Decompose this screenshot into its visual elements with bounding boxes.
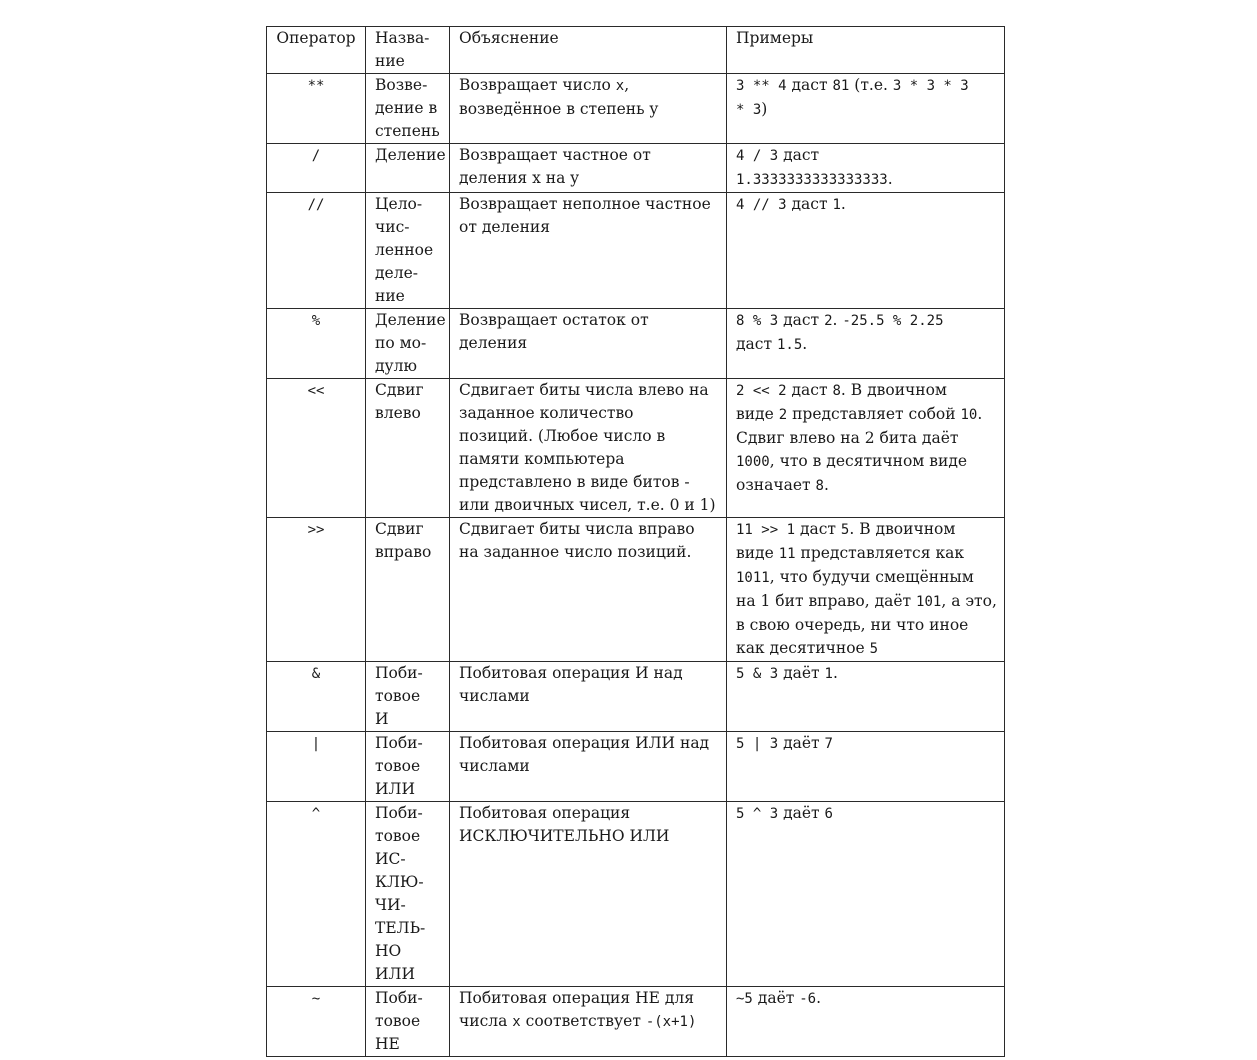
name-line: вправо xyxy=(375,543,432,561)
text-fragment: ИСКЛЮЧИТЕЛЬНО ИЛИ xyxy=(459,827,670,845)
header-examples-label: Примеры xyxy=(736,29,814,47)
name-line: Поби- xyxy=(375,989,423,1007)
text-fragment: даёт xyxy=(752,989,800,1007)
text-fragment: . xyxy=(840,195,846,213)
explanation-cell xyxy=(450,193,727,309)
text-fragment: в свою очередь, ни что иное xyxy=(736,616,969,634)
header-examples xyxy=(727,27,1005,74)
operator-cell xyxy=(267,74,366,144)
name-cell xyxy=(366,144,450,193)
operator-cell xyxy=(267,987,366,1057)
name-line: ИЛИ xyxy=(375,780,415,798)
text-fragment: (т.е. xyxy=(849,76,893,94)
name-line: ленное xyxy=(375,241,434,259)
name-cell xyxy=(366,802,450,987)
text-fragment: даёт xyxy=(778,804,825,822)
text-fragment: даст xyxy=(786,76,833,94)
example-line xyxy=(736,193,1000,217)
text-fragment: деления xyxy=(459,169,533,187)
table-row xyxy=(267,802,1005,987)
text-fragment: позиций. (Любое число в xyxy=(459,427,666,445)
text-fragment: Возвращает остаток от xyxy=(459,311,649,329)
code-fragment: 1011 xyxy=(736,570,770,586)
table-row xyxy=(267,193,1005,309)
code-fragment: 2 xyxy=(824,313,833,329)
name-line: по мо- xyxy=(375,334,427,352)
code-fragment: -6 xyxy=(799,991,817,1007)
example-cell xyxy=(727,74,1005,144)
text-fragment: даёт xyxy=(778,734,825,752)
text-fragment: Возвращает частное от xyxy=(459,146,651,164)
example-line xyxy=(736,427,1000,450)
text-fragment: представляет собой xyxy=(787,405,961,423)
code-fragment: 4 / 3 xyxy=(736,148,779,164)
example-line xyxy=(736,168,1000,192)
explanation-cell xyxy=(450,662,727,732)
explanation-line xyxy=(459,379,722,402)
header-explanation xyxy=(450,27,727,74)
explanation-cell xyxy=(450,802,727,987)
code-fragment: 1000 xyxy=(736,454,770,470)
text-fragment: , а это, xyxy=(941,592,997,610)
example-line xyxy=(736,987,1000,1011)
code-fragment: 8 % 3 xyxy=(736,313,779,329)
name-line: Сдвиг xyxy=(375,520,424,538)
explanation-line xyxy=(459,541,722,564)
example-line xyxy=(736,333,1000,357)
name-line: товое xyxy=(375,827,421,845)
operator-symbol: / xyxy=(311,148,321,164)
explanation-line xyxy=(459,987,722,1010)
name-line: НЕ xyxy=(375,1035,400,1053)
text-fragment: виде xyxy=(736,544,779,562)
operator-cell xyxy=(267,662,366,732)
name-line: Сдвиг xyxy=(375,381,424,399)
example-cell xyxy=(727,144,1005,193)
text-fragment: . xyxy=(823,476,829,494)
name-cell xyxy=(366,379,450,518)
explanation-line xyxy=(459,662,722,685)
text-fragment: ) xyxy=(761,100,768,118)
table-row xyxy=(267,379,1005,518)
text-fragment: возведённое в степень xyxy=(459,100,650,118)
name-line: деле- xyxy=(375,264,418,282)
code-fragment: 1.5 xyxy=(776,337,803,353)
text-fragment: Побитовая операция НЕ для xyxy=(459,989,695,1007)
explanation-line xyxy=(459,494,722,517)
name-line: Цело- xyxy=(375,195,423,213)
code-fragment: ~5 xyxy=(736,991,753,1007)
text-fragment: числами xyxy=(459,757,530,775)
text-fragment: , что в десятичном виде xyxy=(769,452,968,470)
example-line xyxy=(736,98,1000,122)
explanation-line xyxy=(459,518,722,541)
operator-cell xyxy=(267,732,366,802)
explanation-line xyxy=(459,98,722,121)
header-name-line: Назва- xyxy=(375,29,430,47)
example-line xyxy=(736,637,1000,661)
code-fragment: 8 xyxy=(832,383,841,399)
text-fragment: Сдвиг влево на 2 бита даёт xyxy=(736,429,959,447)
operator-cell xyxy=(267,144,366,193)
text-fragment: , что будучи смещённым xyxy=(769,568,974,586)
operator-cell xyxy=(267,379,366,518)
code-fragment: 2 xyxy=(778,407,788,423)
name-line: Поби- xyxy=(375,664,423,682)
table-row xyxy=(267,987,1005,1057)
name-cell xyxy=(366,309,450,379)
code-fragment: 8 xyxy=(815,478,824,494)
text-fragment: . В двоичном xyxy=(840,381,947,399)
code-fragment: * 3 xyxy=(736,102,762,118)
example-cell xyxy=(727,379,1005,518)
text-fragment: даст xyxy=(786,381,833,399)
name-line: ИС- xyxy=(375,850,406,868)
header-operator-label: Оператор xyxy=(276,29,356,47)
operator-cell xyxy=(267,802,366,987)
example-line xyxy=(736,474,1000,498)
name-line: товое xyxy=(375,757,421,775)
operator-symbol: & xyxy=(311,666,321,682)
example-line xyxy=(736,309,1000,333)
name-cell xyxy=(366,518,450,662)
text-fragment: . xyxy=(977,405,983,423)
explanation-line xyxy=(459,425,722,448)
header-name-line: ние xyxy=(375,52,405,70)
table-row xyxy=(267,518,1005,662)
explanation-line xyxy=(459,167,722,190)
code-fragment: 5 xyxy=(840,522,850,538)
code-fragment: 2 << 2 xyxy=(736,383,787,399)
operator-symbol: << xyxy=(307,383,325,399)
text-fragment: деления xyxy=(459,334,528,352)
code-fragment: 5 ^ 3 xyxy=(736,806,779,822)
explanation-line xyxy=(459,332,722,355)
operator-symbol: % xyxy=(311,313,321,329)
example-line xyxy=(736,379,1000,403)
text-fragment: даст xyxy=(736,335,777,353)
text-fragment: . xyxy=(887,170,893,188)
code-fragment: x xyxy=(512,1014,521,1030)
name-line: товое xyxy=(375,687,421,705)
name-line: влево xyxy=(375,404,421,422)
text-fragment: на xyxy=(540,169,571,187)
example-line xyxy=(736,614,1000,637)
explanation-line xyxy=(459,685,722,708)
name-line: ние xyxy=(375,287,405,305)
explanation-line xyxy=(459,193,722,216)
code-fragment: 5 & 3 xyxy=(736,666,779,682)
text-fragment: Сдвигает биты числа вправо xyxy=(459,520,695,538)
text-fragment: . xyxy=(816,989,822,1007)
operator-symbol: ** xyxy=(307,78,325,94)
header-name xyxy=(366,27,450,74)
name-line: товое xyxy=(375,1012,421,1030)
code-fragment: 1.3333333333333333 xyxy=(736,172,888,188)
name-line: ИЛИ xyxy=(375,965,415,983)
text-fragment: заданное количество xyxy=(459,404,634,422)
code-fragment: 1 xyxy=(832,197,841,213)
example-cell xyxy=(727,732,1005,802)
code-fragment: -(x+1) xyxy=(645,1014,697,1030)
table-row xyxy=(267,144,1005,193)
text-fragment: представляется как xyxy=(795,544,965,562)
explanation-cell xyxy=(450,309,727,379)
example-line xyxy=(736,662,1000,686)
text-fragment: . В двоичном xyxy=(849,520,956,538)
example-line xyxy=(736,518,1000,542)
name-line: степень xyxy=(375,122,440,140)
name-line: Деление xyxy=(375,146,446,164)
explanation-cell xyxy=(450,987,727,1057)
text-fragment: Возвращает неполное частное xyxy=(459,195,711,213)
text-fragment: числа xyxy=(459,1012,513,1030)
text-fragment: даст xyxy=(778,146,820,164)
text-fragment: . xyxy=(832,311,843,329)
operator-symbol: ^ xyxy=(311,806,321,822)
explanation-line xyxy=(459,1010,722,1034)
code-fragment: 10 xyxy=(960,407,978,423)
name-cell xyxy=(366,662,450,732)
text-fragment: Побитовая операция И над xyxy=(459,664,683,682)
explanation-cell xyxy=(450,518,727,662)
code-fragment: x xyxy=(615,78,625,94)
text-fragment: даст xyxy=(778,311,825,329)
text-fragment: y xyxy=(570,169,580,187)
operator-symbol: | xyxy=(311,736,321,752)
code-fragment: 3 * 3 * 3 xyxy=(892,78,969,94)
header-explanation-label: Объяснение xyxy=(459,29,559,47)
operator-cell xyxy=(267,193,366,309)
text-fragment: или двоичных чисел, т.е. 0 и 1) xyxy=(459,496,716,514)
example-line xyxy=(736,144,1000,168)
text-fragment: Возвращает число xyxy=(459,76,616,94)
text-fragment: представлено в виде битов - xyxy=(459,473,690,491)
explanation-line xyxy=(459,825,722,848)
text-fragment: числами xyxy=(459,687,530,705)
text-fragment: . xyxy=(832,664,838,682)
table-row xyxy=(267,662,1005,732)
header-operator xyxy=(267,27,366,74)
code-fragment: 11 >> 1 xyxy=(736,522,796,538)
explanation-line xyxy=(459,755,722,778)
table-row xyxy=(267,309,1005,379)
text-fragment: y xyxy=(649,100,659,118)
explanation-line xyxy=(459,144,722,167)
example-cell xyxy=(727,518,1005,662)
example-cell xyxy=(727,662,1005,732)
explanation-line xyxy=(459,74,722,98)
code-fragment: 5 | 3 xyxy=(736,736,779,752)
code-fragment: 1 xyxy=(824,666,833,682)
code-fragment: 6 xyxy=(824,806,833,822)
code-fragment: 101 xyxy=(916,594,942,610)
operator-symbol: >> xyxy=(307,522,325,538)
code-fragment: 7 xyxy=(824,736,833,752)
text-fragment: . xyxy=(802,335,808,353)
name-cell xyxy=(366,74,450,144)
example-cell xyxy=(727,802,1005,987)
text-fragment: Побитовая операция xyxy=(459,804,631,822)
header-row xyxy=(267,27,1005,74)
explanation-line xyxy=(459,402,722,425)
name-cell xyxy=(366,987,450,1057)
text-fragment: на 1 бит вправо, даёт xyxy=(736,592,917,610)
explanation-line xyxy=(459,471,722,494)
text-fragment: даст xyxy=(786,195,833,213)
example-line xyxy=(736,450,1000,474)
explanation-line xyxy=(459,216,722,239)
code-fragment: 5 xyxy=(869,641,879,657)
code-fragment: 4 // 3 xyxy=(736,197,787,213)
operators-table xyxy=(266,26,1005,1057)
example-cell xyxy=(727,309,1005,379)
text-fragment: означает xyxy=(736,476,816,494)
code-fragment: -25.5 % 2.25 xyxy=(842,313,944,329)
text-fragment: виде xyxy=(736,405,779,423)
example-cell xyxy=(727,987,1005,1057)
name-line: чис- xyxy=(375,218,410,236)
table-body xyxy=(267,27,1005,1057)
code-fragment: 3 ** 4 xyxy=(736,78,787,94)
name-cell xyxy=(366,193,450,309)
explanation-line xyxy=(459,309,722,332)
operator-cell xyxy=(267,309,366,379)
name-line: дение в xyxy=(375,99,438,117)
example-cell xyxy=(727,193,1005,309)
explanation-line xyxy=(459,448,722,471)
example-line xyxy=(736,590,1000,614)
example-line xyxy=(736,566,1000,590)
text-fragment: от деления xyxy=(459,218,551,236)
explanation-line xyxy=(459,802,722,825)
example-line xyxy=(736,732,1000,756)
text-fragment: соответствует xyxy=(520,1012,646,1030)
name-line: Поби- xyxy=(375,734,423,752)
operator-symbol: // xyxy=(307,197,325,213)
text-fragment: памяти компьютера xyxy=(459,450,625,468)
name-line: дулю xyxy=(375,357,418,375)
name-line: ТЕЛЬ- xyxy=(375,919,426,937)
table-row xyxy=(267,74,1005,144)
code-fragment: 11 xyxy=(778,546,796,562)
name-line: Возве- xyxy=(375,76,428,94)
explanation-line xyxy=(459,732,722,755)
example-line xyxy=(736,403,1000,427)
name-line: КЛЮ- xyxy=(375,873,424,891)
example-line xyxy=(736,542,1000,566)
text-fragment: Побитовая операция ИЛИ над xyxy=(459,734,710,752)
name-line: Поби- xyxy=(375,804,423,822)
explanation-cell xyxy=(450,74,727,144)
name-line: И xyxy=(375,710,389,728)
text-fragment: Сдвигает биты числа влево на xyxy=(459,381,709,399)
explanation-cell xyxy=(450,379,727,518)
name-line: ЧИ- xyxy=(375,896,406,914)
explanation-cell xyxy=(450,144,727,193)
name-line: Деление xyxy=(375,311,446,329)
code-fragment: 81 xyxy=(832,78,850,94)
text-fragment: даст xyxy=(795,520,841,538)
name-cell xyxy=(366,732,450,802)
text-fragment: как десятичное xyxy=(736,639,870,657)
example-line xyxy=(736,74,1000,98)
name-line: НО xyxy=(375,942,402,960)
text-fragment: на заданное число позиций. xyxy=(459,543,692,561)
text-fragment: , xyxy=(624,76,630,94)
table-row xyxy=(267,732,1005,802)
example-line xyxy=(736,802,1000,826)
operator-cell xyxy=(267,518,366,662)
text-fragment: даёт xyxy=(778,664,825,682)
operator-symbol: ~ xyxy=(311,991,321,1007)
explanation-cell xyxy=(450,732,727,802)
text-fragment: x xyxy=(532,169,541,187)
